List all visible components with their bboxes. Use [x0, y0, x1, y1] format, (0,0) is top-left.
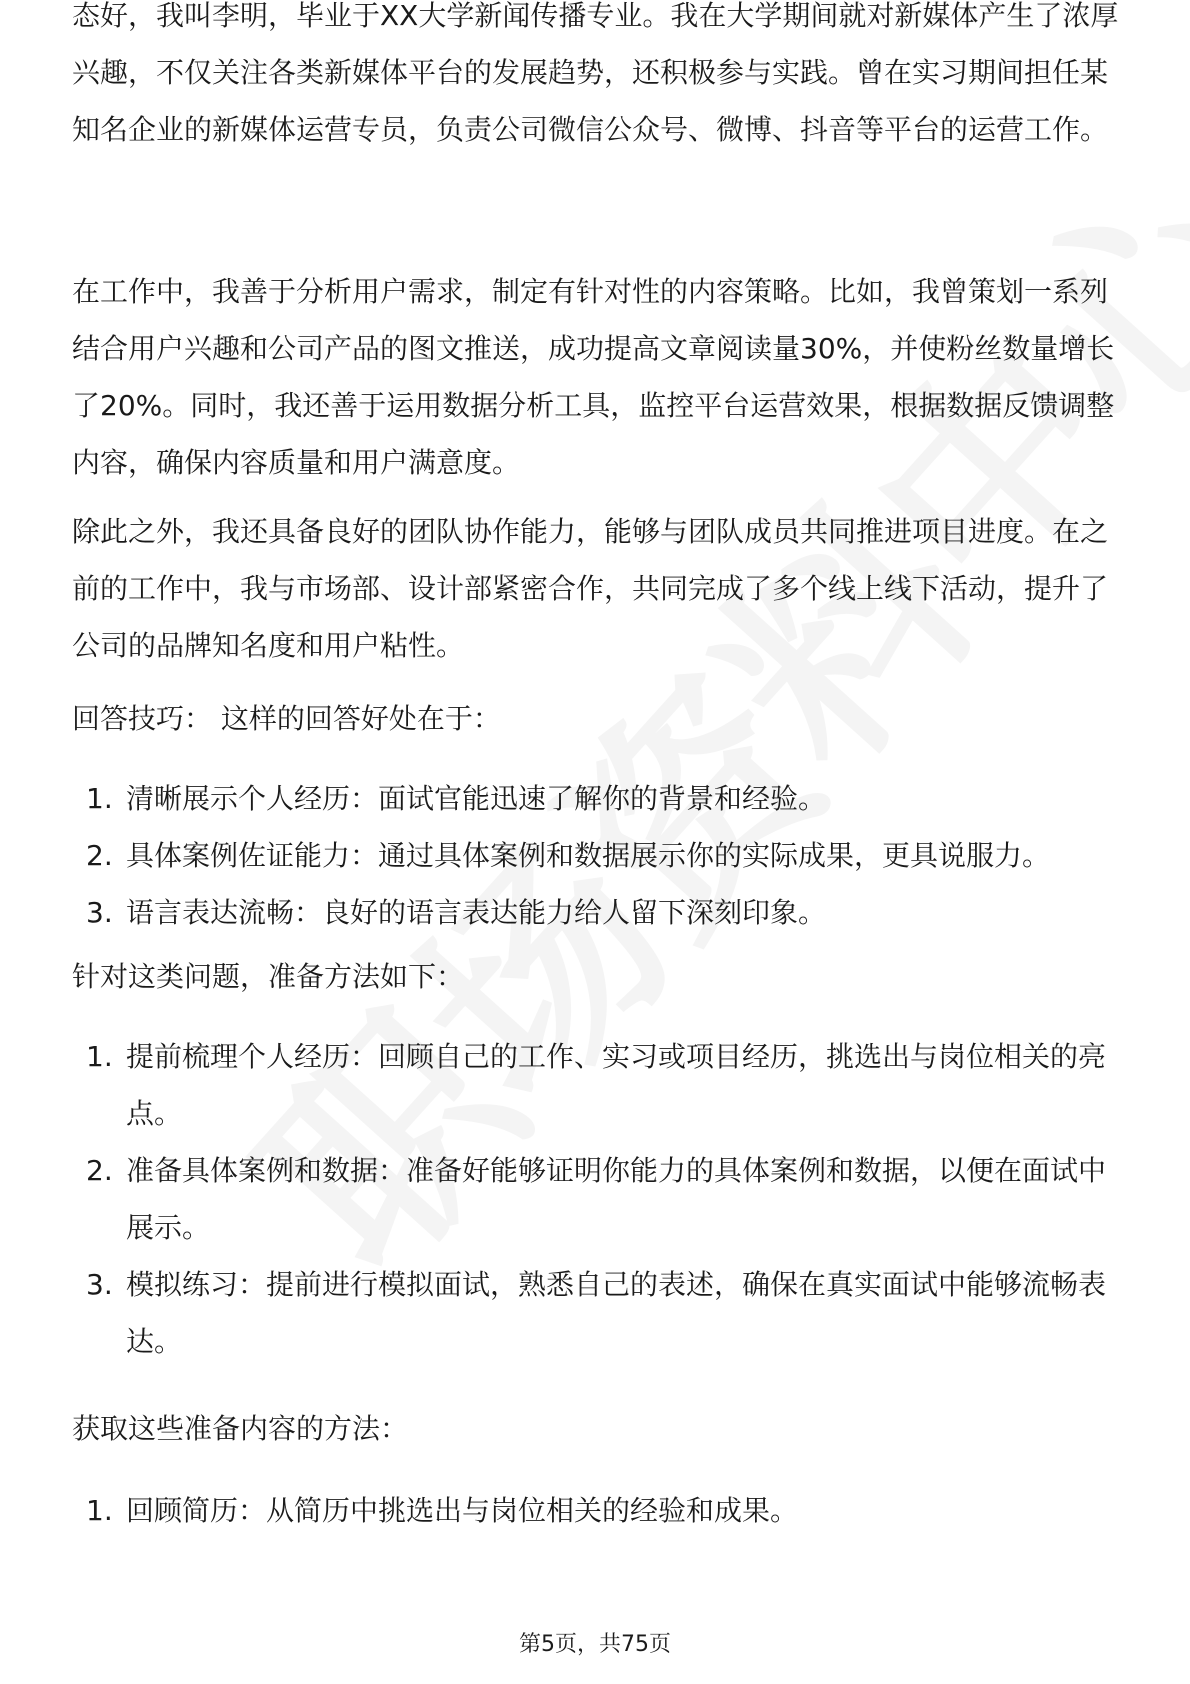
prep-heading: 针对这类问题，准备方法如下：	[72, 960, 465, 993]
tips-list	[72, 770, 1122, 941]
source-heading: 获取这些准备内容的方法：	[72, 1412, 409, 1445]
page-number: 第5页，共75页	[519, 1632, 671, 1657]
list-item: 1. 回顾简历：从简历中挑选出与岗位相关的经验和成果。	[86, 1494, 799, 1527]
list-item: 1. 清晰展示个人经历：面试官能迅速了解你的背景和经验。	[86, 782, 827, 815]
teamwork-paragraph: 除此之外，我还具备良好的团队协作能力，能够与团队成员共同推进项目进度。在之前的工作中，我与市场部、设计部紧密合作，共同完成了多个线上线下活动，提升了公司的品牌知名度和用户粘性。	[72, 515, 1109, 662]
list-item: 2. 具体案例佐证能力：通过具体案例和数据展示你的实际成果，更具说服力。	[86, 839, 1051, 872]
intro-paragraph: 态好，我叫李明，毕业于XX大学新闻传播专业。我在大学期间就对新媒体产生了浓厚兴趣，不仅关注各类新媒体平台的发展趋势，还积极参与实践。曾在实习期间担任某知名企业的新媒体运营专员，负责公司微信公众号、微博、抖音等平台的运营工作。	[72, 0, 1119, 146]
tips-heading: 回答技巧： 这样的回答好处在于：	[72, 702, 501, 735]
work-paragraph: 在工作中，我善于分析用户需求，制定有针对性的内容策略。比如，我曾策划一系列结合用户兴趣和公司产品的图文推送，成功提高文章阅读量30%，并使粉丝数量增长了20%。同时，我还善于运用数据分析工具，监控平台运营效果，根据数据反馈调整内容，确保内容质量和用户满意度。	[72, 275, 1115, 479]
list-item: 3. 语言表达流畅：良好的语言表达能力给人留下深刻印象。	[86, 896, 827, 929]
list-item: 2. 准备具体案例和数据：准备好能够证明你能力的具体案例和数据，以便在面试中展示。	[86, 1154, 1107, 1244]
list-item: 1. 提前梳理个人经历：回顾自己的工作、实习或项目经历，挑选出与岗位相关的亮点。	[86, 1040, 1107, 1130]
source-list	[72, 1482, 1122, 1539]
list-item: 3. 模拟练习：提前进行模拟面试，熟悉自己的表述，确保在真实面试中能够流畅表达。	[86, 1268, 1107, 1358]
prep-list	[72, 1028, 1122, 1370]
